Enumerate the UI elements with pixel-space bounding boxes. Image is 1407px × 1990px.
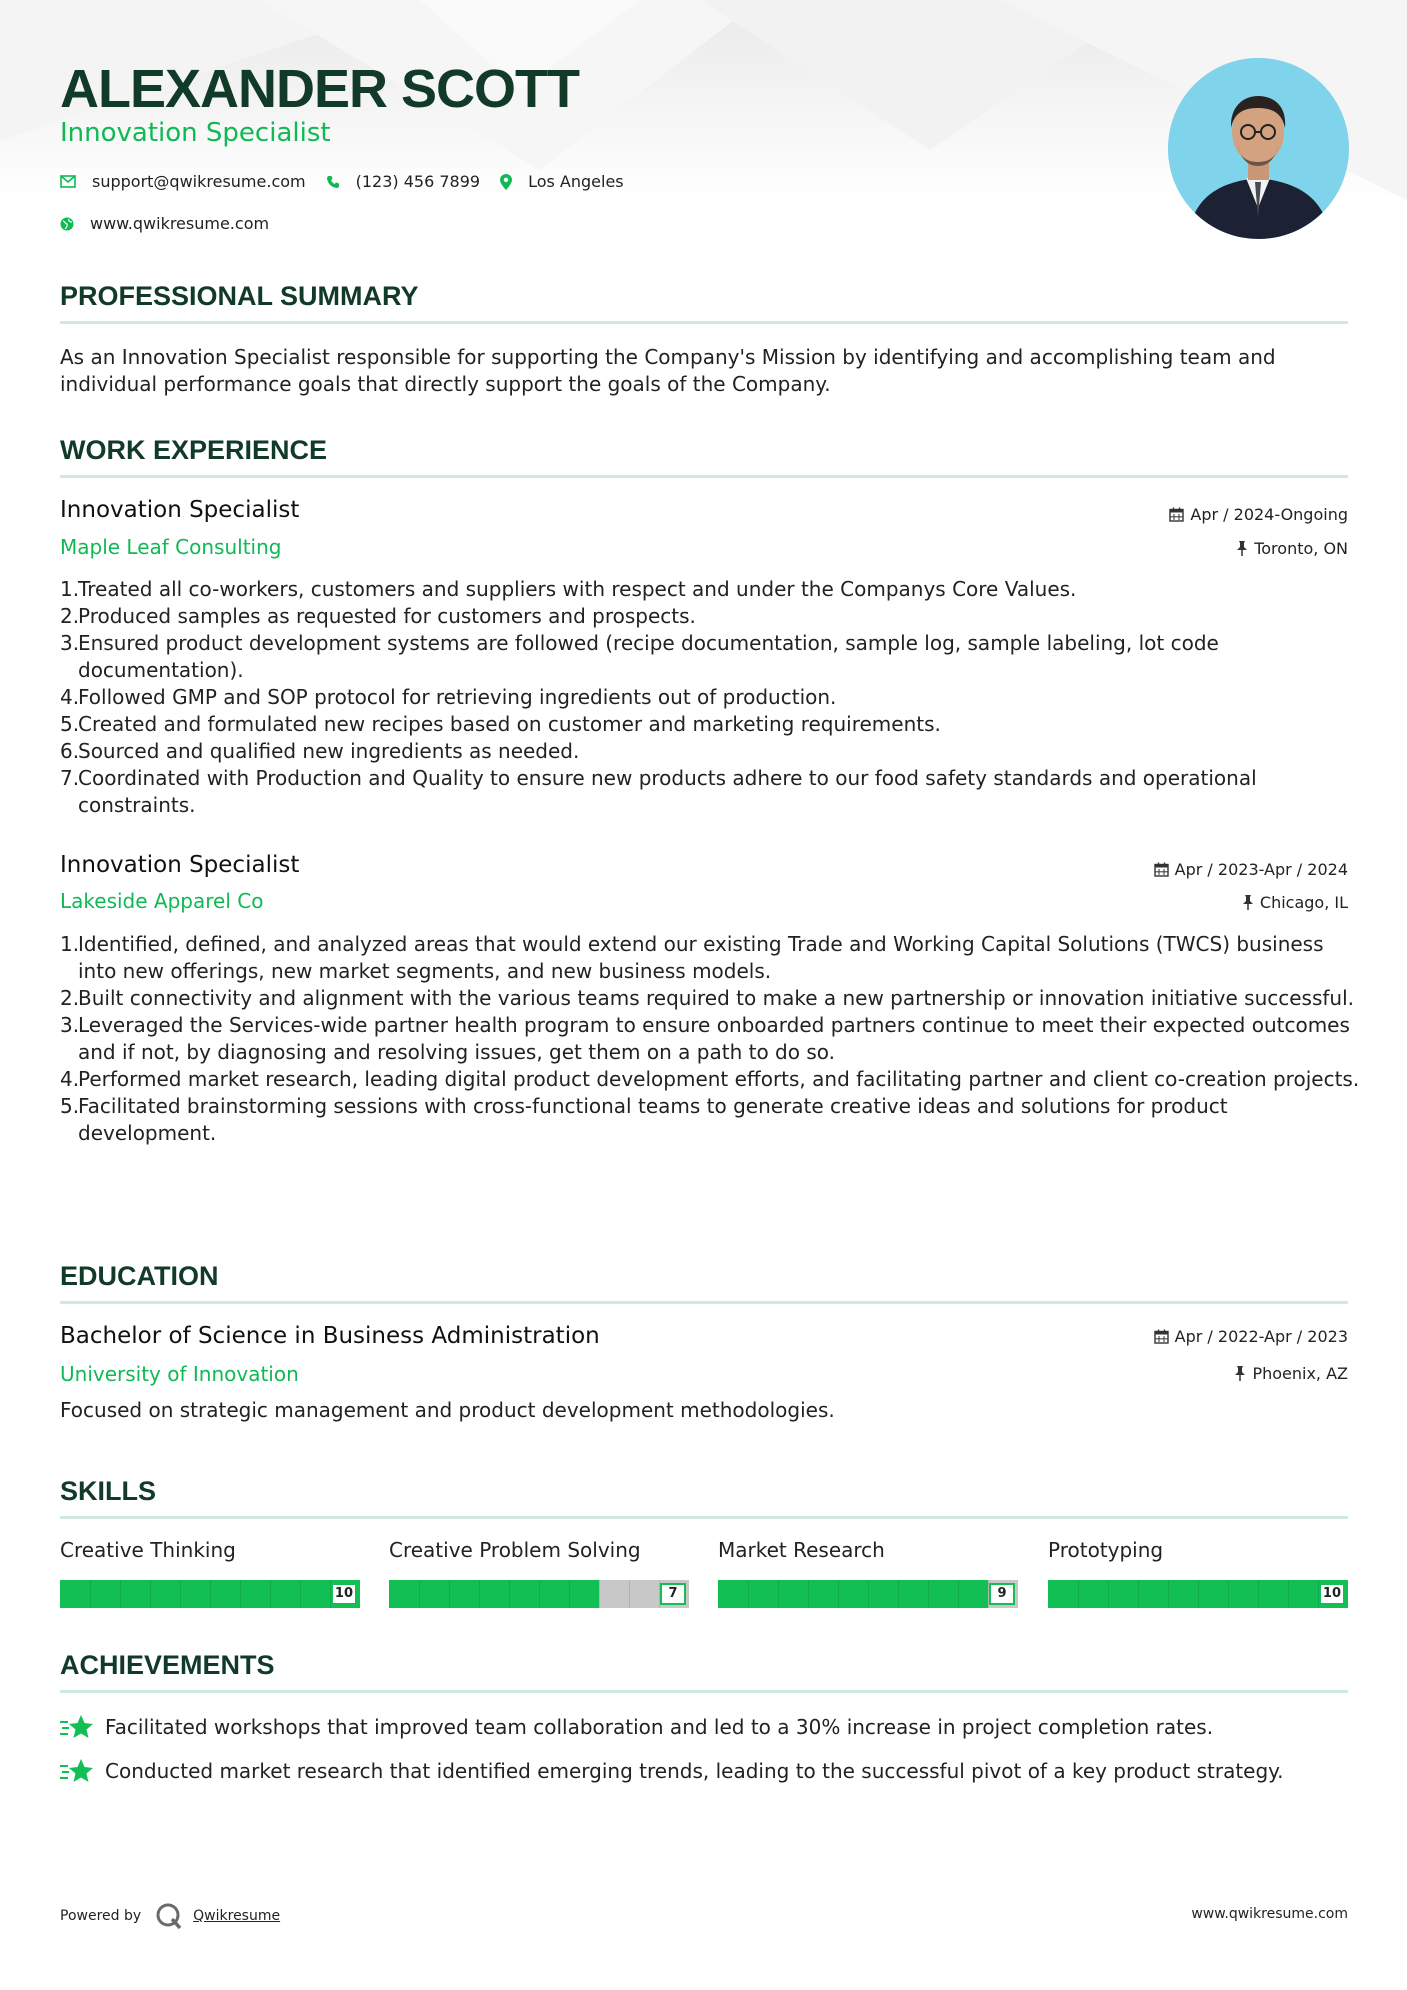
shooting-star-icon (60, 1713, 93, 1740)
calendar-icon (1154, 1329, 1169, 1344)
skill-bar-segment (569, 1580, 570, 1608)
education-degree: Bachelor of Science in Business Administration (60, 1323, 600, 1349)
section-divider (60, 1516, 1348, 1519)
skill-bar-segment (928, 1580, 929, 1608)
education-description: Focused on strategic management and product development methodologies. (60, 1398, 835, 1422)
skill-item (389, 1538, 689, 1608)
skill-bar-segment (479, 1580, 480, 1608)
job-1-title: Innovation Specialist (60, 497, 300, 523)
job-2-title: Innovation Specialist (60, 852, 300, 878)
qwikresume-link[interactable]: Qwikresume (193, 1908, 281, 1924)
skill-name: Creative Thinking (60, 1538, 236, 1562)
skill-bar-segment (449, 1580, 450, 1608)
job-1-dates-text: Apr / 2024-Ongoing (1190, 505, 1348, 524)
skill-bar-segment (419, 1580, 420, 1608)
contact-location (500, 172, 624, 191)
pushpin-icon (1236, 541, 1248, 556)
list-item: Followed GMP and SOP protocol for retrieving ingredients out of production. (78, 685, 837, 709)
achievement-text: Facilitated workshops that improved team collaboration and led to a 30% increase in project completion rates. (105, 1714, 1214, 1739)
achievement-item (60, 1757, 1284, 1784)
achievement-item (60, 1713, 1213, 1740)
skill-bar-fill (389, 1580, 599, 1608)
job-2-bullets (60, 931, 1366, 1147)
job-2-company: Lakeside Apparel Co (60, 889, 264, 913)
section-divider (60, 1690, 1348, 1693)
summary-heading: PROFESSIONAL SUMMARY (60, 281, 419, 311)
list-item: Facilitated brainstorming sessions with cross-functional teams to generate creative ideas and solutions for product development. (78, 1094, 1228, 1145)
skill-bar-segment (1108, 1580, 1109, 1608)
list-item: Leveraged the Services-wide partner health program to ensure onboarded partners continue to meet their expected outcomes and if not, by diagnosing and resolving issues, get them on a path to do so. (78, 1013, 1350, 1064)
skill-item (1048, 1538, 1348, 1608)
job-2-location-text: Chicago, IL (1259, 893, 1348, 912)
skill-bar-segment (599, 1580, 600, 1608)
skill-name: Market Research (718, 1538, 885, 1562)
job-2-dates-text: Apr / 2023-Apr / 2024 (1174, 860, 1348, 879)
qwikresume-logo-icon (155, 1902, 183, 1930)
skill-bar-segment (210, 1580, 211, 1608)
job-1-dates (1169, 505, 1348, 524)
education-school: University of Innovation (60, 1362, 299, 1386)
skill-bar-fill (718, 1580, 988, 1608)
map-pin-icon (500, 174, 512, 190)
skill-bar-segment (90, 1580, 91, 1608)
job-1-company: Maple Leaf Consulting (60, 535, 282, 559)
skill-bar-segment (120, 1580, 121, 1608)
skill-item (718, 1538, 1018, 1608)
profile-photo (1168, 58, 1349, 239)
globe-icon (60, 217, 74, 231)
skill-bar-segment (240, 1580, 241, 1608)
skill-bar-segment (629, 1580, 630, 1608)
achievements-heading: ACHIEVEMENTS (60, 1650, 275, 1680)
website-text: www.qwikresume.com (90, 214, 270, 233)
list-item: Identified, defined, and analyzed areas that would extend our existing Trade and Working Capital Solutions (TWCS) business into new offerings, new market segments, and new business models. (78, 932, 1324, 983)
skill-name: Prototyping (1048, 1538, 1164, 1562)
calendar-icon (1169, 507, 1184, 522)
skill-bar-segment (1168, 1580, 1169, 1608)
skill-bar-segment (1228, 1580, 1229, 1608)
education-location (1234, 1364, 1348, 1383)
contact-phone[interactable] (326, 172, 480, 191)
list-item: Ensured product development systems are followed (recipe documentation, sample log, sample labeling, lot code documentation). (78, 631, 1219, 682)
skill-bar (60, 1580, 360, 1608)
education-dates (1154, 1327, 1348, 1346)
job-1-location-text: Toronto, ON (1254, 539, 1348, 558)
section-divider (60, 1301, 1348, 1304)
skill-bar-segment (838, 1580, 839, 1608)
pushpin-icon (1242, 895, 1254, 910)
skill-bar-segment (1138, 1580, 1139, 1608)
skill-bar-segment (808, 1580, 809, 1608)
candidate-title: Innovation Specialist (60, 118, 331, 148)
skill-bar-segment (180, 1580, 181, 1608)
skill-bar-segment (748, 1580, 749, 1608)
calendar-icon (1154, 862, 1169, 877)
contact-row (60, 172, 644, 191)
list-item: Sourced and qualified new ingredients as needed. (78, 739, 580, 763)
job-1-bullets (60, 576, 1366, 819)
skill-bar (389, 1580, 689, 1608)
skill-level: 7 (660, 1583, 686, 1605)
phone-icon (326, 175, 340, 189)
skill-bar-segment (509, 1580, 510, 1608)
section-divider (60, 475, 1348, 478)
skill-bar-segment (1258, 1580, 1259, 1608)
email-text: support@qwikresume.com (92, 172, 306, 191)
skills-heading: SKILLS (60, 1476, 157, 1506)
pushpin-icon (1234, 1366, 1246, 1381)
skill-bar-segment (539, 1580, 540, 1608)
skill-bar-segment (300, 1580, 301, 1608)
skill-bar-segment (1288, 1580, 1289, 1608)
education-heading: EDUCATION (60, 1261, 219, 1291)
person-avatar-icon (1168, 58, 1349, 239)
skill-level: 10 (1319, 1583, 1345, 1605)
list-item: Produced samples as requested for customers and prospects. (78, 604, 696, 628)
contact-email[interactable] (60, 172, 306, 191)
skill-bar-segment (958, 1580, 959, 1608)
skill-bar-segment (778, 1580, 779, 1608)
skill-bar-segment (150, 1580, 151, 1608)
location-text: Los Angeles (528, 172, 624, 191)
skill-bar (718, 1580, 1018, 1608)
job-2-dates (1154, 860, 1348, 879)
skill-bar-segment (1078, 1580, 1079, 1608)
skill-bar-segment (868, 1580, 869, 1608)
candidate-name: ALEXANDER SCOTT (60, 59, 580, 119)
skill-bar (1048, 1580, 1348, 1608)
achievement-text: Conducted market research that identified emerging trends, leading to the successful pivot of a key product strategy. (105, 1758, 1284, 1783)
list-item: Coordinated with Production and Quality to ensure new products adhere to our food safety standards and operational constraints. (78, 766, 1257, 817)
job-1-location (1236, 539, 1348, 558)
list-item: Created and formulated new recipes based on customer and marketing requirements. (78, 712, 941, 736)
skill-name: Creative Problem Solving (389, 1538, 641, 1562)
skill-bar-segment (270, 1580, 271, 1608)
skill-bar-segment (898, 1580, 899, 1608)
job-2-location (1242, 893, 1348, 912)
list-item: Treated all co-workers, customers and suppliers with respect and under the Companys Core Values. (78, 577, 1077, 601)
education-dates-text: Apr / 2022-Apr / 2023 (1174, 1327, 1348, 1346)
list-item: Performed market research, leading digital product development efforts, and facilitating partner and client co-creation projects. (78, 1067, 1360, 1091)
contact-website[interactable] (60, 214, 269, 233)
envelope-icon (60, 175, 76, 188)
list-item: Built connectivity and alignment with the various teams required to make a new partnership or innovation initiative successful. (78, 986, 1355, 1010)
powered-by-text: Powered by (60, 1908, 142, 1924)
contact-row-website (60, 214, 289, 233)
experience-heading: WORK EXPERIENCE (60, 435, 328, 465)
skill-item (60, 1538, 360, 1608)
footer-website[interactable]: www.qwikresume.com (1191, 1906, 1348, 1922)
education-location-text: Phoenix, AZ (1252, 1364, 1348, 1383)
section-divider (60, 321, 1348, 324)
skill-level: 10 (331, 1583, 357, 1605)
phone-text: (123) 456 7899 (355, 172, 481, 191)
skill-bar-segment (1198, 1580, 1199, 1608)
skill-level: 9 (989, 1583, 1015, 1605)
summary-text: As an Innovation Specialist responsible for supporting the Company's Mission by identifying and accomplishing team and individual performance goals that directly support the goals of the Company. (60, 345, 1276, 396)
footer-powered-by (60, 1902, 280, 1930)
shooting-star-icon (60, 1757, 93, 1784)
